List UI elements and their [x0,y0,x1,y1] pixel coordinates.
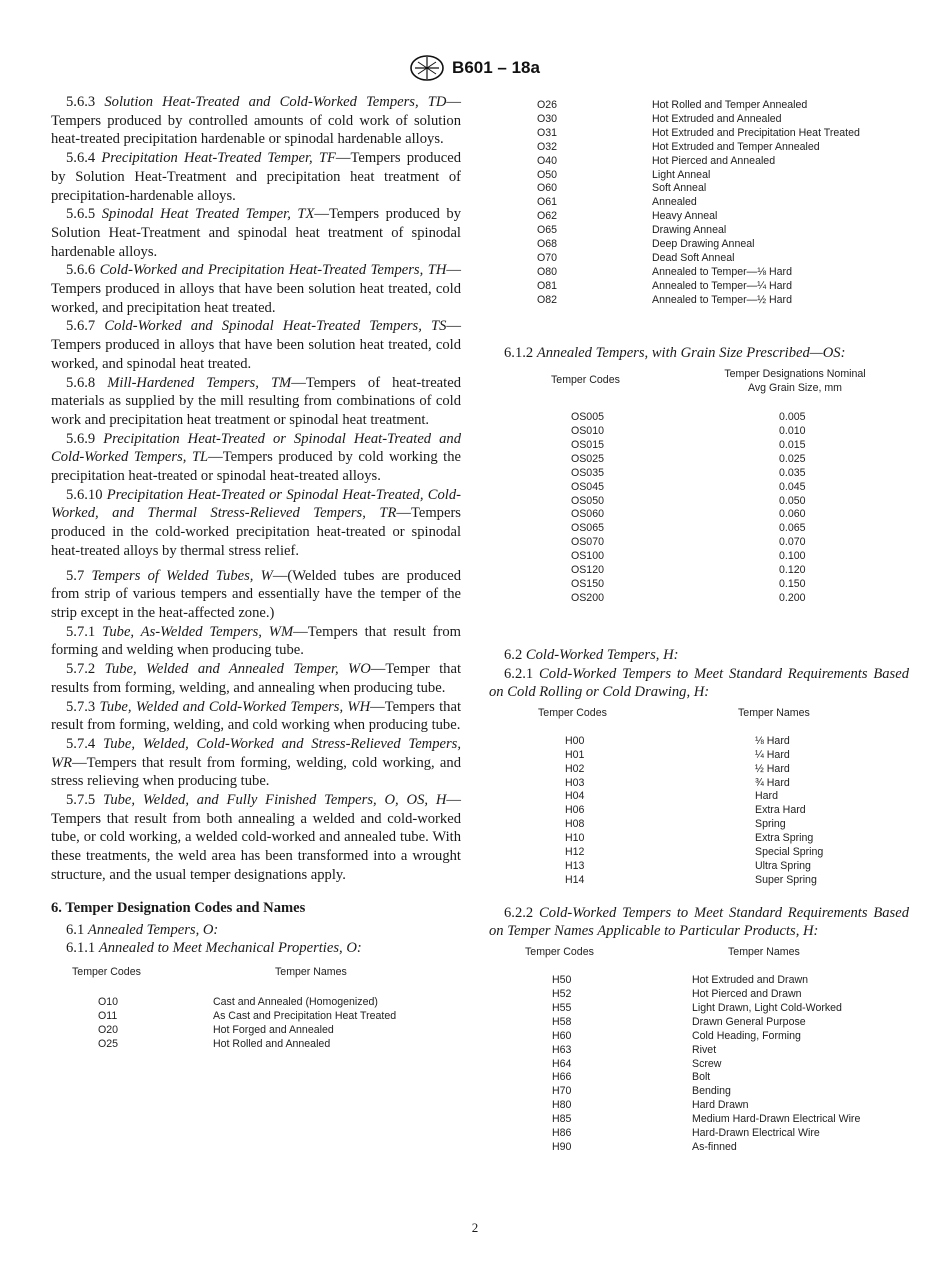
table-cold-worked-h2 [489,946,909,1155]
table-row: O61 Annealed [537,196,697,209]
table-cold-worked-h1 [489,707,909,888]
paragraph-5-7-5: 5.7.5 Tube, Welded, and Fully Finished Tempers, O, OS, H—Tempers that result from both annealing a welded and cold-worked tube, or cold working, a welded cold-worked and annealed tube. With these treatments, the weld area has been transformed into a wrought structure, and the usual temper designations apply. [51,792,461,883]
paragraph-5-6-10: 5.6.10 Precipitation Heat-Treated or Spinodal Heat-Treated, Cold-Worked, and Thermal Stress-Relieved Tempers, TR—Tempers produced in the cold-worked precipitation heat-treated or spinodal heat-treated alloys by thermal stress relief. [51,486,461,559]
paragraph-5-6-8: 5.6.8 Mill-Hardened Tempers, TM—Tempers of heat-treated materials as supplied by the mill resulting from combinations of cold work and precipitation heat treatment or spinodal heat treatment. [51,374,461,428]
table-row: OS065 0.065 [571,522,806,535]
column-header-names: Temper Names [738,706,810,719]
table-row: O11 As Cast and Precipitation Heat Treated [98,1009,397,1022]
table-row: OS045 0.045 [571,480,806,493]
table-row: H12 Special Spring [565,846,824,859]
paragraph-5-6-5: 5.6.5 Spinodal Heat Treated Temper, TX—Tempers produced by Solution Heat-Treatment and spinodal heat treatment of spinodal hardenable alloys. [51,206,461,260]
table-row: O60 Soft Anneal [537,182,707,195]
table-row: OS025 0.025 [571,452,806,465]
paragraph-5-6-9: 5.6.9 Precipitation Heat-Treated or Spinodal Heat-Treated and Cold-Worked Tempers, TL—Tempers produced by cold working the precipitation heat-treated or spinodal heat-treated alloys. [51,430,461,485]
table-row: H70 Bending [552,1085,731,1098]
paragraph-6-1: 6.1 Annealed Tempers, O: [66,921,219,938]
table-row: OS060 0.060 [571,508,806,521]
table-row: H55 Light Drawn, Light Cold-Worked [552,1001,842,1014]
paragraph-5-6-4: 5.6.4 Precipitation Heat-Treated Temper, TF—Tempers produced by Solution Heat-Treatment and precipitation heat treatment of precipitation-hardenable alloys. [51,150,461,204]
table-row: OS070 0.070 [571,536,806,549]
paragraph-5-6-6: 5.6.6 Cold-Worked and Precipitation Heat-Treated Tempers, TH—Tempers produced in alloys that have been solution heat treated, cold worked, and precipitation heat treated. [51,262,461,316]
table-annealed-o-continued [489,99,909,308]
page-number: 2 [471,1220,479,1235]
table-row: H80 Hard Drawn [552,1099,749,1112]
table-row: O20 Hot Forged and Annealed [98,1023,334,1036]
table-row: O26 Hot Rolled and Temper Annealed [537,99,808,111]
table-row: H58 Drawn General Purpose [552,1015,806,1028]
table-row: OS200 0.200 [571,591,806,604]
table-row: O50 Light Anneal [537,168,711,181]
table-row: H60 Cold Heading, Forming [552,1029,801,1042]
table-row: O82 Annealed to Temper—½ Hard [537,293,792,306]
table-row: OS050 0.050 [571,494,806,507]
table-row: H03 ¾ Hard [565,776,790,789]
paragraph-5-7-3: 5.7.3 Tube, Welded and Cold-Worked Tempers, WH—Tempers that result from forming, welding, and cold working when producing tube. [51,698,461,734]
paragraph-6-1-1: 6.1.1 Annealed to Meet Mechanical Properties, O: [66,940,362,957]
paragraph-5-7: 5.7 Tempers of Welded Tubes, W—(Welded tubes are produced from strip of various tempers and essentially have the temper of the strip except in the heat-affected zone.) [51,567,461,621]
table-row: O10 Cast and Annealed (Homogenized) [98,995,378,1008]
left-column [51,93,461,1051]
astm-logo-icon [410,55,444,81]
table-row: OS035 0.035 [571,466,806,479]
table-row: H04 Hard [565,790,778,803]
paragraph-6-1-2: 6.1.2 Annealed Tempers, with Grain Size Prescribed—OS: [504,344,846,361]
table-row: OS010 0.010 [571,425,806,438]
table-row: OS100 0.100 [571,550,806,563]
paragraph-6-2: 6.2 Cold-Worked Tempers, H: [504,646,679,663]
table-row: O68 Deep Drawing Anneal [537,238,755,251]
table-row: OS015 0.015 [571,438,806,451]
table-row: O70 Dead Soft Anneal [537,251,735,264]
table-row: H66 Bolt [552,1071,711,1084]
column-header-names: Temper Names [728,946,800,959]
paragraph-5-7-4: 5.7.4 Tube, Welded, Cold-Worked and Stress-Relieved Tempers, WR—Tempers that result from forming, welding, cold working, and stress relieving when producing tube. [51,735,461,790]
table-row: H50 Hot Extruded and Drawn [552,974,809,987]
table-row: H63 Rivet [552,1043,717,1056]
table-row: O32 Hot Extruded and Temper Annealed [537,140,820,153]
table-header [489,707,909,721]
table-row: O25 Hot Rolled and Annealed [98,1037,331,1050]
table-row: H14 Super Spring [565,873,817,886]
table-row: H13 Ultra Spring [565,859,811,872]
table-row: H52 Hot Pierced and Drawn [552,988,802,1000]
table-row: H64 Screw [552,1057,722,1070]
table-header [489,368,909,396]
table-row: H08 Spring [565,818,786,831]
paragraph-5-6-3: 5.6.3 Solution Heat-Treated and Cold-Worked Tempers, TD—Tempers produced by controlled amounts of cold work of solution heat-treated precipitation hardenable or spinodal hardenable alloys. [51,94,462,148]
column-header-names: Temper Names [275,965,347,978]
table-row: H10 Extra Spring [565,832,814,845]
column-header-grain-size: Temper Designations Nominal Avg Grain Size, mm [724,368,866,395]
table-row: O81 Annealed to Temper—¼ Hard [537,279,792,292]
table-row: O80 Annealed to Temper—⅛ Hard [537,265,792,278]
table-row: O31 Hot Extruded and Precipitation Heat Treated [537,126,860,139]
table-row: H85 Medium Hard-Drawn Electrical Wire [552,1113,861,1126]
right-column [489,99,909,1155]
table-row: OS120 0.120 [571,564,806,577]
column-header-codes: Temper Codes [538,706,607,719]
paragraph-6-2-1: 6.2.1 Cold-Worked Tempers to Meet Standard Requirements Based on Cold Rolling or Cold Drawing, H: [489,665,909,701]
paragraph-5-6-7: 5.6.7 Cold-Worked and Spinodal Heat-Treated Tempers, TS—Tempers produced in alloys that have been solution heat treated, cold worked, and spinodal heat treated. [51,318,462,372]
paragraph-5-7-1: 5.7.1 Tube, As-Welded Tempers, WM—Tempers that result from forming and welding when producing tube. [51,623,461,659]
table-annealed-os [489,368,909,606]
table-row: OS005 0.005 [571,411,806,424]
table-row: H01 ¼ Hard [565,748,790,761]
table-row: H86 Hard-Drawn Electrical Wire [552,1127,820,1140]
paragraph-6-2-2: 6.2.2 Cold-Worked Tempers to Meet Standard Requirements Based on Temper Names Applicable to Particular Products, H: [489,904,909,940]
table-row: H02 ½ Hard [565,762,790,775]
table-header [489,946,909,960]
table-annealed-o [51,966,461,1052]
section-6-heading: 6. Temper Designation Codes and Names [51,899,306,916]
table-row: O62 Heavy Anneal [537,210,718,223]
table-row: O30 Hot Extruded and Annealed [537,112,782,125]
column-header-codes: Temper Codes [525,946,594,959]
table-row: O65 Drawing Anneal [537,224,727,237]
table-header [51,966,461,980]
table-row: H90 As-finned [552,1140,737,1153]
table-row: O40 Hot Pierced and Annealed [537,154,776,167]
paragraph-5-7-2: 5.7.2 Tube, Welded and Annealed Temper, WO—Temper that results from forming, welding, and annealing when producing tube. [51,661,462,696]
standard-designation: B601 – 18a [452,58,540,77]
page-header [0,53,950,83]
column-header-codes: Temper Codes [551,374,620,387]
table-row: H00 ⅛ Hard [565,734,790,747]
table-row: H06 Extra Hard [565,804,806,817]
table-row: OS150 0.150 [571,577,806,590]
column-header-codes: Temper Codes [72,965,141,978]
